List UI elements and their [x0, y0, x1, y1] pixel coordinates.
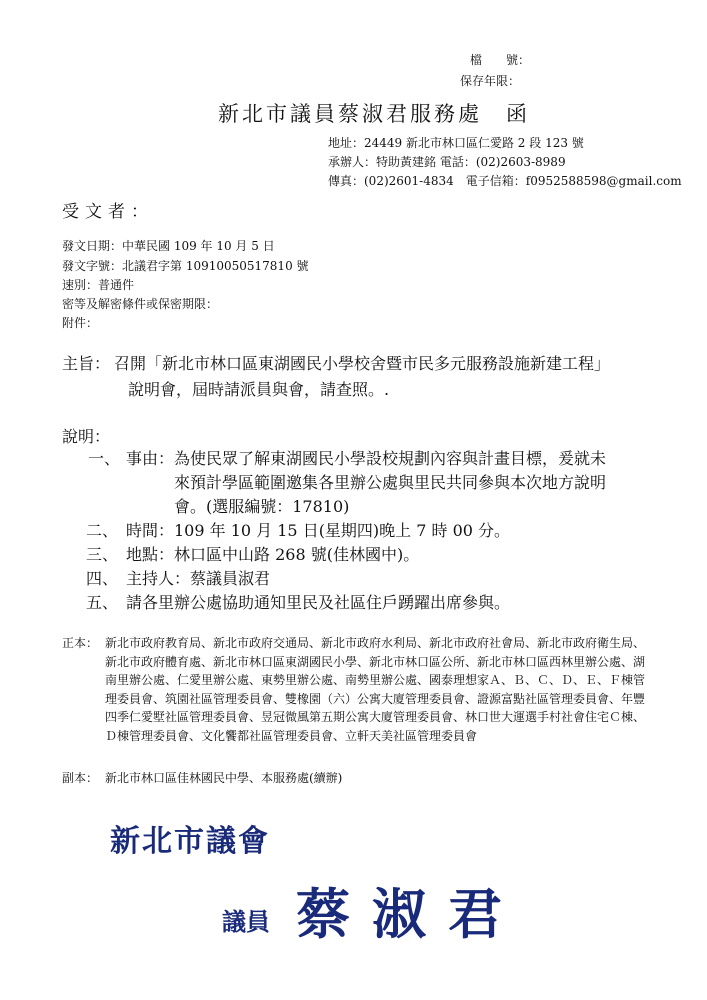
contact-address: 地址：24449 新北市林口區仁愛路 2 段 123 號 — [328, 136, 584, 150]
item-number: 三、 — [86, 545, 119, 564]
primary-recipients-label: 正本： — [62, 636, 99, 650]
document-number: 發文字號：北議君字第 10910050517810 號 — [62, 259, 309, 273]
item-text: 請各里辦公處協助通知里民及社區住戶踴躍出席參與。 — [126, 593, 511, 612]
councilor-title-stamp: 議員 — [222, 907, 270, 936]
speed-category: 速別：普通件 — [62, 278, 135, 292]
contact-fax-email: 傳真：(02)2601-4834 電子信箱：f0952588598@gmail.com — [328, 174, 682, 188]
councilor-name-stamp: 蔡淑君 — [296, 882, 524, 946]
item-text: 主持人：蔡議員淑君 — [126, 569, 271, 588]
subject-line-2: 說明會，屆時請派員與會，請查照。. — [128, 380, 390, 399]
item-number: 一、 — [88, 449, 121, 468]
security-level: 密等及解密條件或保密期限： — [62, 297, 219, 311]
item-text: 事由：為使民眾了解東湖國民小學設校規劃內容與計畫目標，爰就未 — [126, 449, 607, 468]
issue-date: 發文日期：中華民國 109 年 10 月 5 日 — [62, 239, 275, 253]
primary-recipients-list: 新北市政府教育局、新北市政府交通局、新北市政府水利局、新北市政府社會局、新北市政府衛生局、新北市政府體育處、新北市林口區東湖國民小學、新北市林口區公所、新北市林口區西林里辦公處、湖南里辦公處、仁愛里辦公處、東勢里辦公處、南勢里辦公處、國泰理想家Ａ、Ｂ、Ｃ、Ｄ、Ｅ、Ｆ棟管理委員會、筑園社區管理委員會、雙橡園（六）公寓大廈管理委員會、證源富點社區管理委員會、年豐四季仁愛墅社區管理委員會、昱冠微風第五期公寓大廈管理委員會、林口世大運選手村社會住宅Ｃ棟、Ｄ棟管理委員會、文化饗都社區管理委員會、立軒天美社區管理委員會 — [105, 636, 646, 743]
copy-recipients-label: 副本： — [62, 771, 99, 785]
item-number: 四、 — [86, 569, 119, 588]
file-number-label: 檔 號： — [470, 53, 531, 67]
item-text: 時間：109 年 10 月 15 日(星期四)晚上 7 時 00 分。 — [126, 521, 511, 540]
document-title: 新北市議員蔡淑君服務處 函 — [218, 102, 530, 126]
subject-line-1: 召開「新北市林口區東湖國民小學校舍暨市民多元服務設施新建工程」 — [114, 354, 611, 373]
copy-recipients-list: 新北市林口區佳林國民中學、本服務處(續辦) — [105, 771, 343, 785]
item-number: 二、 — [86, 521, 119, 540]
subject-label: 主旨： — [62, 354, 111, 373]
item-text: 來預計學區範圍邀集各里辦公處與里民共同參與本次地方說明 — [174, 473, 607, 492]
item-number: 五、 — [86, 593, 119, 612]
recipient-label: 受文者： — [62, 202, 154, 222]
contact-handler: 承辦人：特助黃建銘 電話：(02)2603-8989 — [328, 155, 566, 169]
explanation-label: 說明： — [62, 427, 111, 446]
item-text: 會。(選服編號：17810) — [174, 497, 350, 516]
council-stamp-text: 新北市議會 — [110, 824, 270, 859]
retention-period-label: 保存年限： — [460, 74, 521, 88]
item-text: 地點：林口區中山路 268 號(佳林國中)。 — [126, 545, 420, 564]
attachment-label: 附件： — [62, 316, 99, 330]
